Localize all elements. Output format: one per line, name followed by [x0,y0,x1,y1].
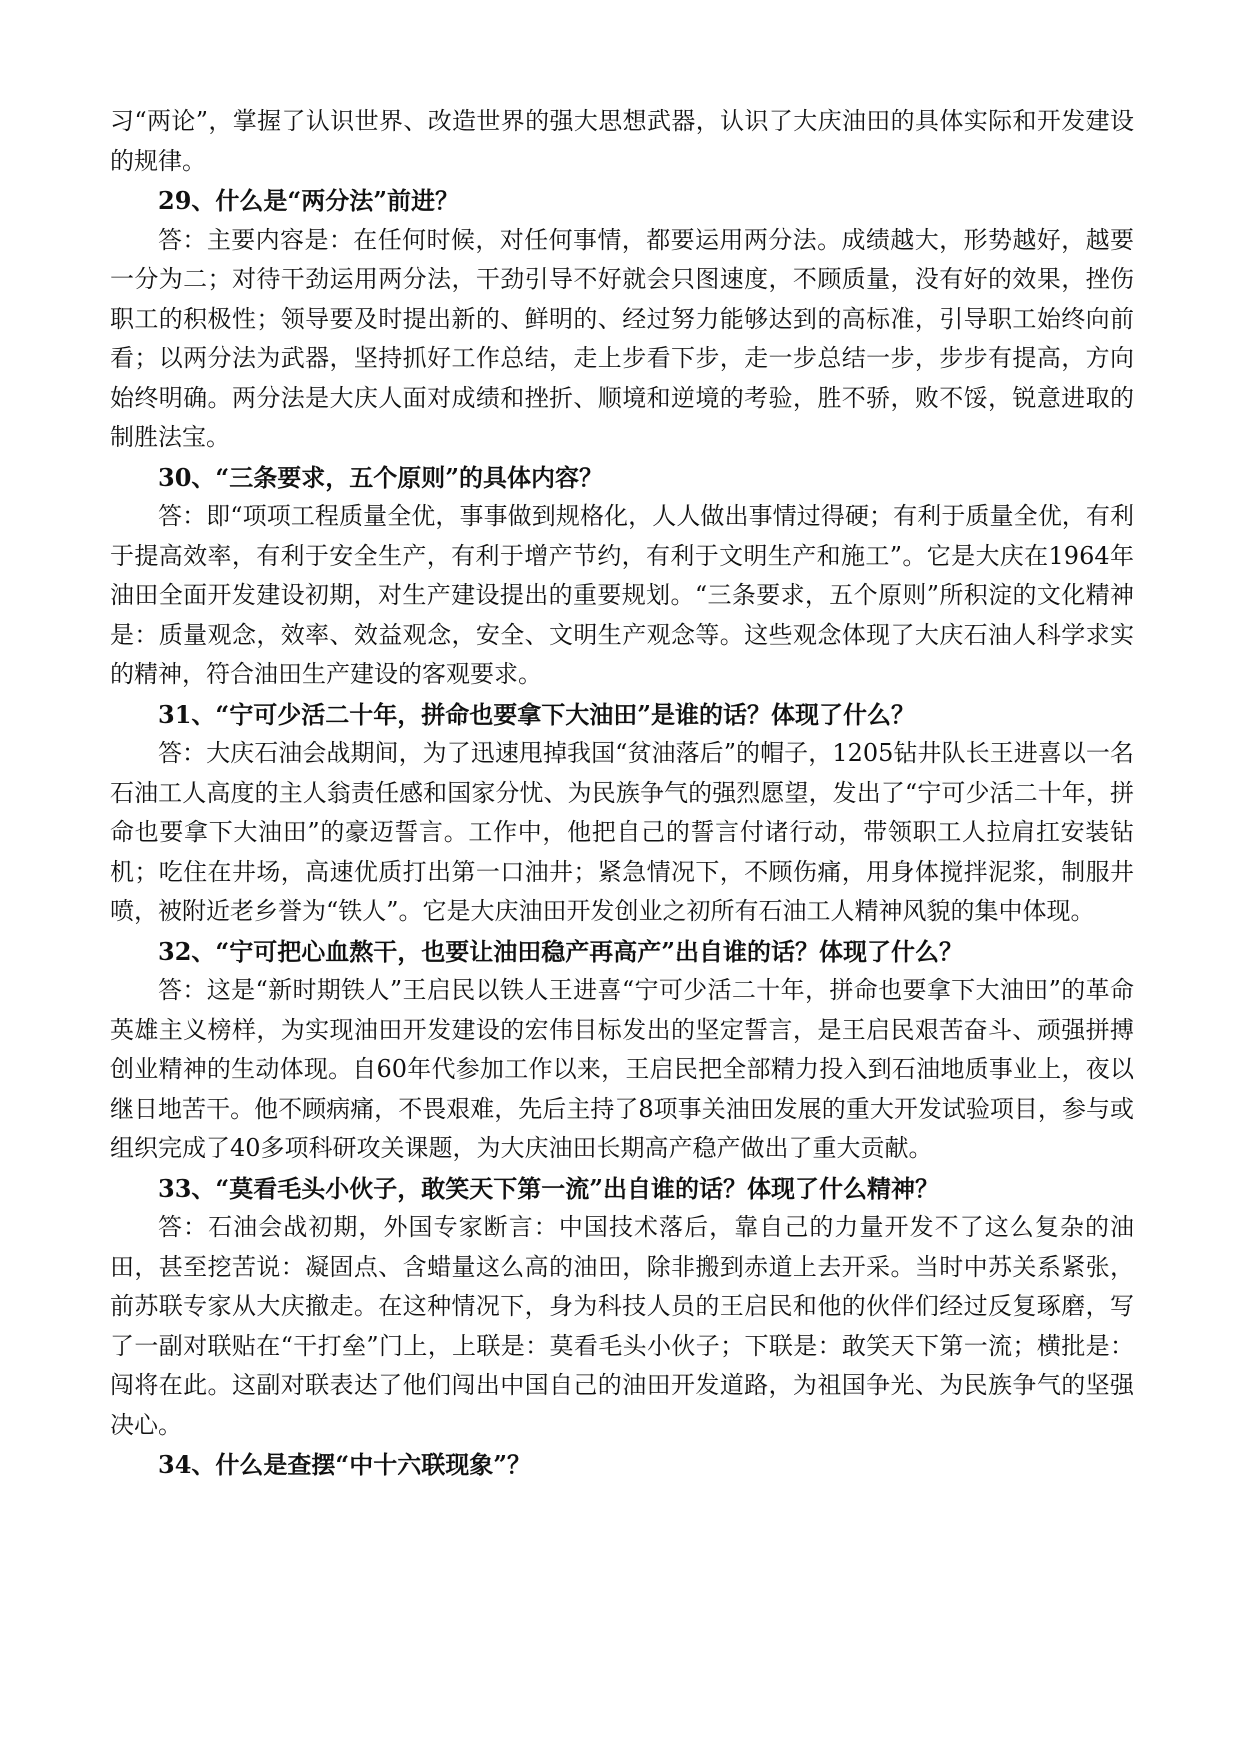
answer-33: 答：石油会战初期，外国专家断言：中国技术落后，靠自己的力量开发不了这么复杂的油田，甚至挖苦说：凝固点、含蜡量这么高的油田，除非搬到赤道上去开采。当时中苏关系紧张，前苏联专家从大庆撤走。在这种情况下，身为科技人员的王启民和他的伙伴们经过反复琢磨，写了一副对联贴在“干打垒”门上，上联是：莫看毛头小伙子；下联是：敢笑天下第一流；横批是：闯将在此。这副对联表达了他们闯出中国自己的油田开发道路，为祖国争光、为民族争气的坚强决心。 [110,1213,1134,1439]
question-31: 31、“宁可少活二十年，拼命也要拿下大油田”是谁的话？体现了什么？ [158,699,916,729]
answer-29: 答：主要内容是：在任何时候，对任何事情，都要运用两分法。成绩越大，形势越好，越要一分为二；对待干劲运用两分法，干劲引导不好就会只图速度，不顾质量，没有好的效果，挫伤职工的积极性；领导要及时提出新的、鲜明的、经过努力能够达到的高标准，引导职工始终向前看；以两分法为武器，坚持抓好工作总结，走上步看下步，走一步总结一步，步步有提高，方向始终明确。两分法是大庆人面对成绩和挫折、顺境和逆境的考验，胜不骄，败不馁，锐意进取的制胜法宝。 [110,225,1134,451]
paragraph-continuation: 习“两论”，掌握了认识世界、改造世界的强大思想武器，认识了大庆油田的具体实际和开发建设的规律。 [110,107,1134,175]
question-29: 29、什么是“两分法”前进？ [158,186,460,215]
question-32: 32、“宁可把心血熬干，也要让油田稳产再高产”出自谁的话？体现了什么？ [158,936,964,966]
answer-30: 答：即“项项工程质量全优，事事做到规格化，人人做出事情过得硬；有利于质量全优，有利于提高效率，有利于安全生产，有利于增产节约，有利于文明生产和施工”。它是大庆在1964年油田全面开发建设初期，对生产建设提出的重要规划。“三条要求，五个原则”所积淀的文化精神是：质量观念，效率、效益观念，安全、文明生产观念等。这些观念体现了大庆石油人科学求实的精神，符合油田生产建设的客观要求。 [110,502,1134,688]
document-page [110,102,1134,1485]
answer-32: 答：这是“新时期铁人”王启民以铁人王进喜“宁可少活二十年，拼命也要拿下大油田”的革命英雄主义榜样，为实现油田开发建设的宏伟目标发出的坚定誓言，是王启民艰苦奋斗、顽强拼搏创业精神的生动体现。自60年代参加工作以来，王启民把全部精力投入到石油地质事业上，夜以继日地苦干。他不顾病痛，不畏艰难，先后主持了8项事关油田发展的重大开发试验项目，参与或组织完成了40多项科研攻关课题，为大庆油田长期高产稳产做出了重大贡献。 [110,976,1134,1162]
question-33: 33、“莫看毛头小伙子，敢笑天下第一流”出自谁的话？体现了什么精神？ [158,1173,940,1203]
answer-31: 答：大庆石油会战期间，为了迅速甩掉我国“贫油落后”的帽子，1205钻井队长王进喜以一名石油工人高度的主人翁责任感和国家分忧、为民族争气的强烈愿望，发出了“宁可少活二十年，拼命也要拿下大油田”的豪迈誓言。工作中，他把自己的誓言付诸行动，带领职工人拉肩扛安装钻机；吃住在井场，高速优质打出第一口油井；紧急情况下，不顾伤痛，用身体搅拌泥浆，制服井喷，被附近老乡誉为“铁人”。它是大庆油田开发创业之初所有石油工人精神风貌的集中体现。 [110,739,1134,925]
question-34: 34、什么是查摆“中十六联现象”？ [158,1450,532,1479]
question-30: 30、“三条要求，五个原则”的具体内容？ [158,462,604,492]
